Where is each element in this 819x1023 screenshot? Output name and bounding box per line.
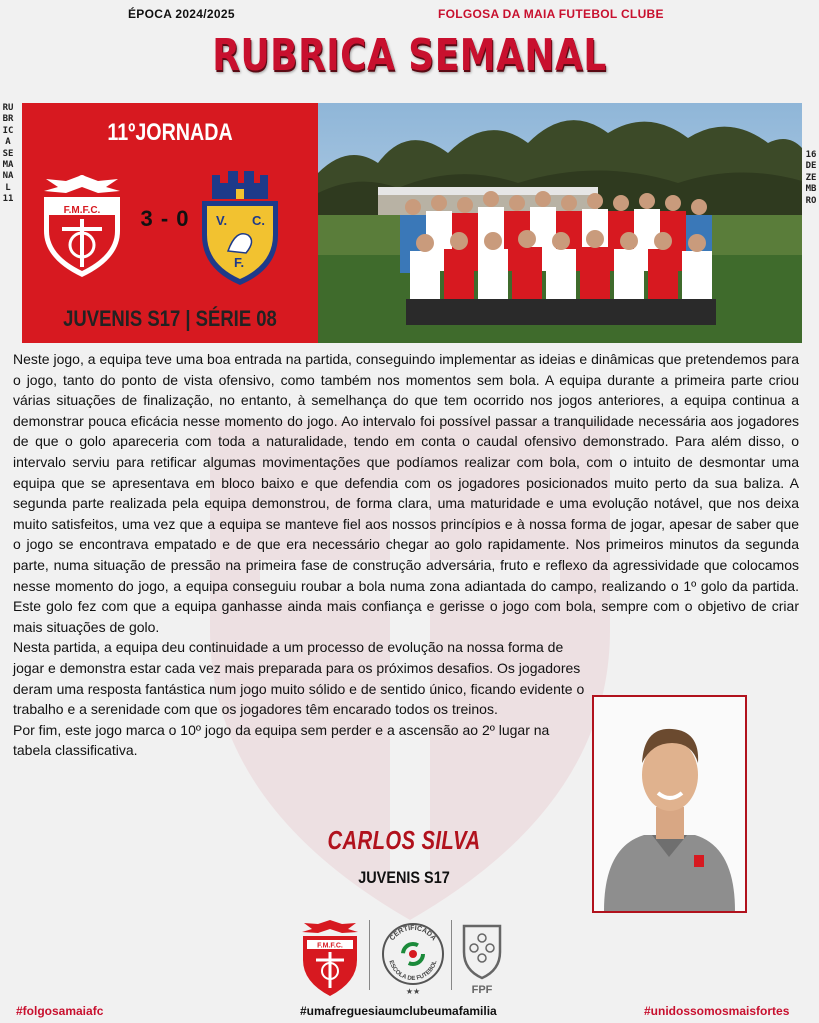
- fpf-text: FPF: [471, 984, 493, 996]
- svg-text:C.: C.: [252, 213, 265, 228]
- home-team-crest: [36, 171, 128, 281]
- footer-logos: [0, 912, 819, 1000]
- club-logo-initials: F.M.F.C.: [317, 942, 343, 950]
- article-paragraph-1: Neste jogo, a equipa teve uma boa entrada na partida, conseguindo implementar as ideias e dinâmicas que pretendemos para o jogo, tanto do ponto de vista ofensivo, como também nos momentos sem bola. A equipa durante a primeira parte criou várias situações de finalização, no entanto, à semelhança do que tem ocorrido nos jogos anteriores, a equipa continua a demonstrar pouca eficácia nesse momento do jogo. Ao intervalo foi possível passar a tranquilidade necessária aos jogadores de que o golo apareceria com toda a naturalidade, tendo em conta o caudal ofensivo demonstrado. Para além disso, o intervalo serviu para retificar algumas movimentações que podíamos realizar com bola, com o intuito de desmontar uma equipa que se apresentava em bloco baixo e que defendia com os jogadores posicionados muito perto da sua baliza. A segunda parte realizada pela equipa demonstrou, de forma clara, uma maturidade e uma evolução notável, que nos deixa muito satisfeitos, uma vez que a equipa se manteve fiel aos nossos princípios e à nossa forma de jogar, apesar de saber que o jogo se encontrava empatado e de que era necessário chegar ao golo rapidamente. Nos primeiros minutos da segunda parte, numa situação de pressão na primeira fase de construção adversária, fruto e reflexo da agressividade que colocamos nesse momento do jogo, a equipa conseguiu roubar a bola numa zona adiantada do campo, realizando o 1º golo da partida. Este golo fez com que a equipa ganhasse ainda mais confiança e gerisse o jogo com bola, sempre com o objetivo de criar mais situações de golo.: [13, 351, 799, 635]
- cert-stars: ★★: [405, 987, 421, 996]
- footer-divider: [451, 920, 452, 990]
- competition-label: JUVENIS S17 | SÉRIE 08: [63, 306, 277, 331]
- article-paragraph-2: Nesta partida, a equipa deu continuidade a um processo de evolução na nossa forma de jogar e demonstra estar cada vez mais preparada para os próximos desafios. Os jogadores deram uma resposta fantástica num jogo muito sólido e de sentido único, ficando evidente o trabalho e a serenidade com que os jogadores têm encarado todos os treinos.: [13, 639, 585, 718]
- cert-top-text: CERTIFICADA: [388, 924, 438, 943]
- home-crest-initials: F.M.F.C.: [63, 205, 101, 216]
- coach-portrait: [594, 697, 745, 911]
- away-team-crest: [198, 169, 282, 287]
- coach-photo: [592, 695, 747, 913]
- team-photo: [318, 103, 802, 343]
- match-panel: [22, 103, 318, 343]
- page-title: RUBRICA SEMANAL: [212, 30, 607, 81]
- season-label: ÉPOCA 2024/2025: [128, 7, 235, 21]
- coach-role: JUVENIS S17: [358, 868, 450, 887]
- svg-text:CERTIFICADA: [389, 925, 437, 942]
- cert-bottom-text: ESCOLA DE FUTEBOL: [387, 959, 439, 983]
- article-paragraph-3: Por fim, este jogo marca o 10º jogo da equipa sem perder e a ascensão ao 2º lugar na tabela classificativa.: [13, 721, 550, 759]
- hashtag-middle: #umafreguesiaumclubeumafamilia: [300, 1004, 497, 1018]
- club-name: FOLGOSA DA MAIA FUTEBOL CLUBE: [438, 7, 664, 21]
- svg-text:V.: V.: [216, 213, 228, 228]
- match-score: 3 - 0: [140, 206, 190, 231]
- footer-divider: [369, 920, 370, 990]
- coach-name: CARLOS SILVA: [327, 825, 481, 855]
- club-logo: [298, 918, 362, 998]
- side-label-date: 16 DEZEMBRO: [805, 150, 817, 206]
- round-title: 11ºJORNADA: [107, 119, 233, 146]
- hashtag-left: #folgosamaiafc: [16, 1004, 104, 1018]
- side-label-left: RUBRICA SEMANAL 11: [2, 103, 14, 205]
- svg-text:F.: F.: [234, 255, 245, 270]
- hashtag-right: #unidossomosmaisfortes: [644, 1004, 790, 1018]
- fpf-logo: [458, 918, 506, 996]
- certified-school-logo: [377, 916, 449, 998]
